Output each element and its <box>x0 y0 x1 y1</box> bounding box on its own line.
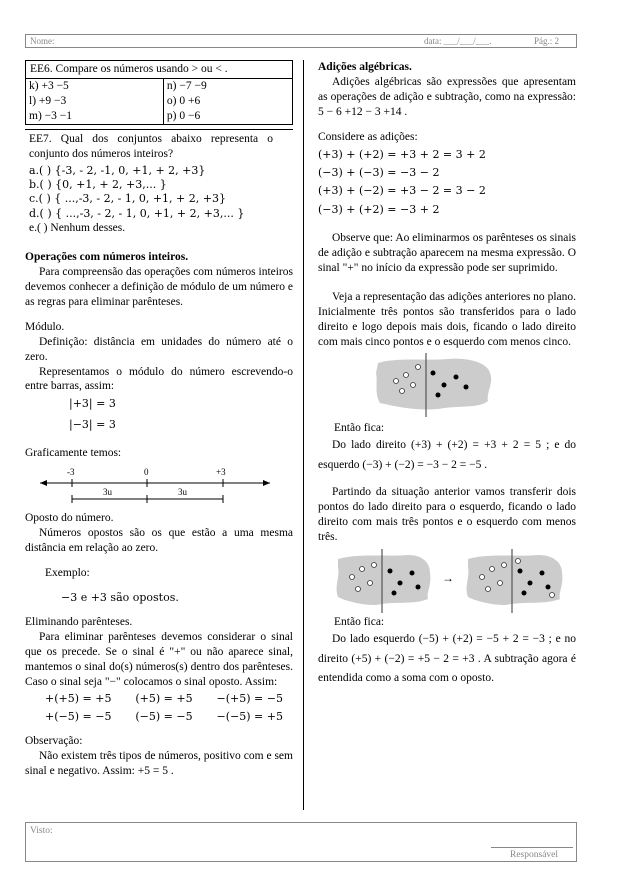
eq-1: (+3) + (+2) = +3 + 2 = 3 + 2 <box>318 147 486 161</box>
ee6-box <box>25 60 293 125</box>
oposto-title: Oposto do número. <box>25 511 114 524</box>
ee7-option-d[interactable]: d.( ) { ...,-3, - 2, - 1, 0, +1, + 2, +3,... } <box>29 206 245 220</box>
unit-label: 3u <box>178 486 187 497</box>
ops-title: Operações com números inteiros. <box>25 250 189 263</box>
plane-region <box>467 555 563 605</box>
table-row <box>26 94 292 109</box>
ee7-option-a[interactable]: a.( ) {-3, - 2, -1, 0, +1, + 2, +3} <box>29 163 206 177</box>
obs-title: Observação: <box>25 735 83 748</box>
observe-text: Observe que: Ao eliminarmos os parênteses os sinais de adição e subtração aparecem na mesma expressão. O sinal "+" no início da expressão pode ser suprimido. <box>318 231 576 274</box>
modulo-rep: Representamos o módulo do número escrevendo-o entre barras, assim: <box>25 365 293 393</box>
veja-text: Veja a representação das adições anteriores no plano. Inicialmente três pontos são transferidos para o lado direito e logo depois mais dois, ficando o lado direito com mais cinco pontos e o esquerdo com menos cinco. <box>318 290 576 348</box>
elim-title: Eliminando parênteses. <box>25 615 133 628</box>
tick-label: -3 <box>67 466 75 477</box>
page-footer <box>25 822 577 862</box>
eq-3: (+3) + (−2) = +3 − 2 = 3 − 2 <box>318 184 486 198</box>
column-divider <box>303 60 304 810</box>
tick-label: +3 <box>216 466 226 477</box>
elim-row-2 <box>25 706 293 724</box>
right-column <box>318 60 576 689</box>
entao2-label: Então fica: <box>334 616 385 629</box>
elim-row-1 <box>25 690 293 706</box>
eq-4: (−3) + (+2) = −3 + 2 <box>318 202 440 216</box>
plane-region <box>376 359 491 410</box>
ee6-item: l) +9 −3 <box>29 94 67 107</box>
ee6-table <box>26 79 292 124</box>
dots-diagram-2 <box>318 549 576 613</box>
ee7-box <box>25 129 293 236</box>
arrow-left-icon <box>40 480 47 486</box>
ee7-option-b[interactable]: b.( ) {0, +1, + 2, +3,... } <box>29 178 167 192</box>
entao2-text: Do lado esquerdo (−5) + (+2) = −5 + 2 = −3 ; e no direito (+5) + (−2) = +5 − 2 = +3 . A subtração agora é entendida como a soma com o oposto. <box>318 633 576 685</box>
obs-text: Não existem três tipos de números, positivo com e sem sinal e negativo. Assim: +5 = 5 . <box>25 750 293 778</box>
page-header <box>25 34 577 48</box>
ee6-item: k) +3 −5 <box>29 79 69 92</box>
dots-diagram-1 <box>318 353 576 419</box>
modulo-def: Definição: distância em unidades do número até o zero. <box>25 335 293 363</box>
date-label: data: ___/___/___. <box>424 36 492 46</box>
elim-text: Para eliminar parênteses devemos considerar o sinal que os precede. Se o sinal é "+" ou não aparece sinal, mantemos o sinal do(s) números(s) dentro dos parênteses. Caso o sinal seja "−" colocamos o sinal oposto. Assim: <box>25 630 293 688</box>
ee7-option-c[interactable]: c.( ) { ...,-3, - 2, - 1, 0, +1, + 2, +3} <box>29 192 226 206</box>
table-row <box>26 109 292 124</box>
arrow-right-icon: → <box>442 571 454 586</box>
elim-example: +(+5) = +5 <box>45 691 112 705</box>
arrow-right-icon <box>263 480 270 486</box>
left-column <box>25 60 293 779</box>
entao1-label: Então fica: <box>334 422 385 435</box>
ee6-item: m) −3 −1 <box>29 109 72 122</box>
unit-label: 3u <box>103 486 112 497</box>
elim-example: (−5) = −5 <box>135 709 193 723</box>
partindo-text: Partindo da situação anterior vamos transferir dois pontos do lado direito para o esquerdo, ficando o lado direito com mais três pontos e o esquerdo com menos três. <box>318 486 576 544</box>
name-label: Nome: <box>30 36 55 46</box>
ee6-item: p) 0 −6 <box>163 109 292 124</box>
visto-label: Visto: <box>30 826 53 836</box>
table-row <box>26 79 292 94</box>
responsavel-label: Responsável <box>510 850 559 860</box>
tick-label: 0 <box>144 466 149 477</box>
number-line <box>25 461 293 507</box>
modulo-example-2: |−3| = 3 <box>69 417 116 431</box>
elim-example: (+5) = +5 <box>135 691 193 705</box>
ee7-option-e[interactable]: e.( ) Nenhum desses. <box>29 222 126 234</box>
ee6-title: EE6. Compare os números usando > ou < . <box>26 61 292 79</box>
exemplo-label: Exemplo: <box>45 566 90 579</box>
modulo-title: Módulo. <box>25 320 65 333</box>
ee6-item: o) 0 +6 <box>163 94 292 109</box>
elim-example: −(−5) = +5 <box>216 709 283 723</box>
eq-2: (−3) + (−3) = −3 − 2 <box>318 165 440 179</box>
signature-line <box>491 847 573 848</box>
ops-intro: Para compreensão das operações com números inteiros devemos conhecer a definição de módulo de um número e as regras para eliminar parênteses. <box>25 265 293 308</box>
graf-title: Graficamente temos: <box>25 446 122 459</box>
modulo-example-1: |+3| = 3 <box>69 397 116 411</box>
elim-example: −(+5) = −5 <box>216 691 283 705</box>
considere-label: Considere as adições: <box>318 130 418 143</box>
ee6-item: n) −7 −9 <box>163 79 292 94</box>
plane-region <box>337 555 431 605</box>
adicoes-title: Adições algébricas. <box>318 61 412 73</box>
exemplo-text: −3 e +3 são opostos. <box>61 590 179 604</box>
oposto-text: Números opostos são os que estão a uma mesma distância em relação ao zero. <box>25 526 293 554</box>
elim-example: +(−5) = −5 <box>45 709 112 723</box>
ee7-title: EE7. Qual dos conjuntos abaixo representa o conjunto dos números inteiros? <box>29 132 273 160</box>
adicoes-intro: Adições algébricas são expressões que apresentam as operações de adição e subtração, como na expressão: 5 − 6 +12 − 3 +14 . <box>318 75 576 118</box>
page-label: Pág.: 2 <box>534 36 560 46</box>
entao1-text: Do lado direito (+3) + (+2) = +3 + 2 = 5 ; e do esquerdo (−3) + (−2) = −3 − 2 = −5 . <box>318 439 576 471</box>
